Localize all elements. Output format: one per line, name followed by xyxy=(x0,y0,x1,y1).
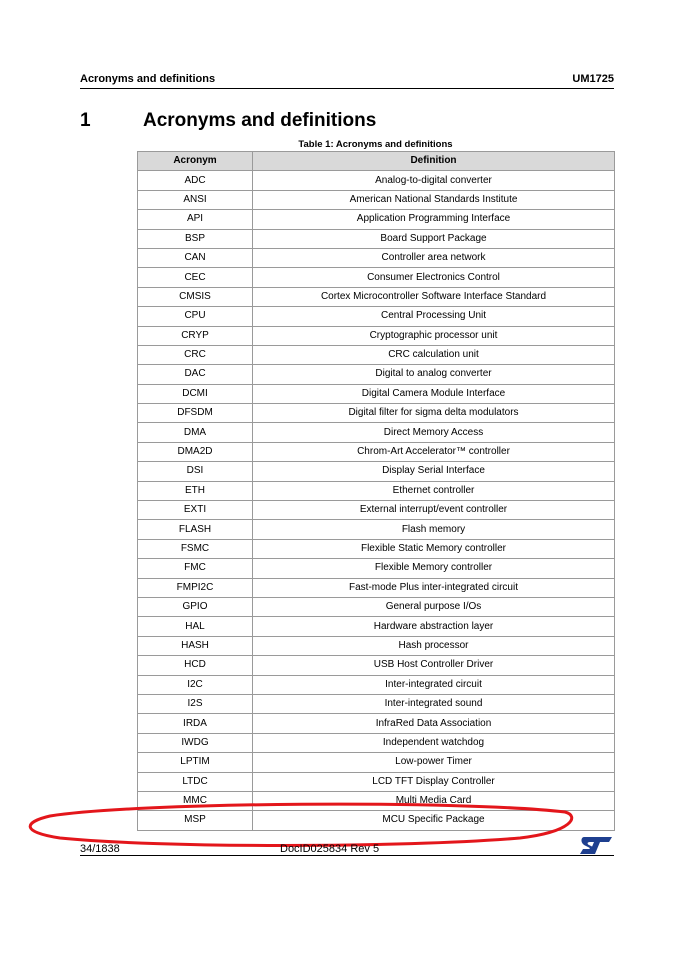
section-title: Acronyms and definitions xyxy=(143,110,377,131)
definition-cell: Central Processing Unit xyxy=(253,307,615,326)
definition-cell: Consumer Electronics Control xyxy=(253,268,615,287)
section-number: 1 xyxy=(80,110,91,131)
acronym-cell: CRC xyxy=(138,345,253,364)
table-row xyxy=(138,384,615,403)
table-row xyxy=(138,520,615,539)
acronym-cell: I2C xyxy=(138,675,253,694)
definition-cell: InfraRed Data Association xyxy=(253,714,615,733)
definition-cell: Fast-mode Plus inter-integrated circuit xyxy=(253,578,615,597)
acronym-cell: EXTI xyxy=(138,501,253,520)
acronym-cell: DMA xyxy=(138,423,253,442)
table-row xyxy=(138,617,615,636)
table-row xyxy=(138,345,615,364)
definition-cell: Cryptographic processor unit xyxy=(253,326,615,345)
table-row xyxy=(138,268,615,287)
footer-doc-id: DocID025834 Rev 5 xyxy=(280,843,380,855)
table-row xyxy=(138,597,615,616)
definition-cell: Independent watchdog xyxy=(253,733,615,752)
acronym-cell: DMA2D xyxy=(138,442,253,461)
acronym-cell: MMC xyxy=(138,791,253,810)
table-row xyxy=(138,539,615,558)
acronym-cell: ETH xyxy=(138,481,253,500)
table-row xyxy=(138,229,615,248)
definition-cell: Low-power Timer xyxy=(253,753,615,772)
acronym-cell: HAL xyxy=(138,617,253,636)
definition-cell: USB Host Controller Driver xyxy=(253,656,615,675)
acronym-cell: GPIO xyxy=(138,597,253,616)
table-caption: Table 1: Acronyms and definitions xyxy=(298,139,453,150)
page-footer xyxy=(80,841,614,856)
table-row xyxy=(138,714,615,733)
table-row xyxy=(138,656,615,675)
acronym-cell: DCMI xyxy=(138,384,253,403)
definition-cell: Chrom-Art Accelerator™ controller xyxy=(253,442,615,461)
acronym-cell: DSI xyxy=(138,462,253,481)
definition-cell: American National Standards Institute xyxy=(253,190,615,209)
acronym-cell: ANSI xyxy=(138,190,253,209)
acronym-cell: CPU xyxy=(138,307,253,326)
acronym-cell: DFSDM xyxy=(138,404,253,423)
table-row xyxy=(138,307,615,326)
table-row xyxy=(138,190,615,209)
table-row xyxy=(138,772,615,791)
definition-cell: Hash processor xyxy=(253,636,615,655)
acronym-cell: CEC xyxy=(138,268,253,287)
table-row xyxy=(138,326,615,345)
acronym-cell: I2S xyxy=(138,694,253,713)
acronym-cell: CMSIS xyxy=(138,287,253,306)
definition-cell: External interrupt/event controller xyxy=(253,501,615,520)
acronym-cell: LPTIM xyxy=(138,753,253,772)
definition-cell: Application Programming Interface xyxy=(253,210,615,229)
definition-cell: Flash memory xyxy=(253,520,615,539)
table-row xyxy=(138,675,615,694)
definition-cell: Flexible Static Memory controller xyxy=(253,539,615,558)
acronym-cell: IWDG xyxy=(138,733,253,752)
definition-cell: General purpose I/Os xyxy=(253,597,615,616)
table-row xyxy=(138,559,615,578)
definition-cell: Flexible Memory controller xyxy=(253,559,615,578)
table-header-row xyxy=(138,152,615,171)
page-header xyxy=(80,72,614,89)
header-section-title: Acronyms and definitions xyxy=(80,73,216,85)
definition-cell: Digital filter for sigma delta modulators xyxy=(253,404,615,423)
table-row xyxy=(138,210,615,229)
table-row xyxy=(138,287,615,306)
table-row xyxy=(138,733,615,752)
definition-cell: Display Serial Interface xyxy=(253,462,615,481)
definition-cell: Inter-integrated circuit xyxy=(253,675,615,694)
acronym-cell: HCD xyxy=(138,656,253,675)
acronym-cell: FSMC xyxy=(138,539,253,558)
acronym-cell: DAC xyxy=(138,365,253,384)
definition-cell: Controller area network xyxy=(253,248,615,267)
table-row xyxy=(138,578,615,597)
acronym-cell: BSP xyxy=(138,229,253,248)
acronym-cell: CRYP xyxy=(138,326,253,345)
definition-cell: Ethernet controller xyxy=(253,481,615,500)
definition-cell: MCU Specific Package xyxy=(253,811,615,830)
st-logo-icon xyxy=(578,835,614,855)
acronym-cell: API xyxy=(138,210,253,229)
column-header-definition: Definition xyxy=(253,152,615,171)
definition-cell: Inter-integrated sound xyxy=(253,694,615,713)
table-row xyxy=(138,694,615,713)
table-row xyxy=(138,248,615,267)
definition-cell: Hardware abstraction layer xyxy=(253,617,615,636)
acronym-cell: HASH xyxy=(138,636,253,655)
acronym-cell: MSP xyxy=(138,811,253,830)
table-row xyxy=(138,481,615,500)
table-body xyxy=(138,171,615,830)
acronym-cell: IRDA xyxy=(138,714,253,733)
acronyms-table xyxy=(137,151,615,831)
table-row xyxy=(138,462,615,481)
definition-cell: Multi Media Card xyxy=(253,791,615,810)
definition-cell: LCD TFT Display Controller xyxy=(253,772,615,791)
acronym-cell: ADC xyxy=(138,171,253,190)
table-row xyxy=(138,791,615,810)
table-row xyxy=(138,404,615,423)
table-row xyxy=(138,365,615,384)
footer-page-number: 34/1838 xyxy=(80,843,120,855)
definition-cell: Digital to analog converter xyxy=(253,365,615,384)
table-row xyxy=(138,501,615,520)
definition-cell: CRC calculation unit xyxy=(253,345,615,364)
definition-cell: Direct Memory Access xyxy=(253,423,615,442)
definition-cell: Analog-to-digital converter xyxy=(253,171,615,190)
table-row xyxy=(138,753,615,772)
table-row xyxy=(138,171,615,190)
column-header-acronym: Acronym xyxy=(138,152,253,171)
table-row xyxy=(138,442,615,461)
acronym-cell: CAN xyxy=(138,248,253,267)
table-row xyxy=(138,811,615,830)
header-doc-code: UM1725 xyxy=(572,73,614,85)
table-row xyxy=(138,423,615,442)
definition-cell: Cortex Microcontroller Software Interface Standard xyxy=(253,287,615,306)
acronym-cell: FMC xyxy=(138,559,253,578)
definition-cell: Board Support Package xyxy=(253,229,615,248)
acronym-cell: FMPI2C xyxy=(138,578,253,597)
definition-cell: Digital Camera Module Interface xyxy=(253,384,615,403)
acronym-cell: FLASH xyxy=(138,520,253,539)
acronym-cell: LTDC xyxy=(138,772,253,791)
table-row xyxy=(138,636,615,655)
